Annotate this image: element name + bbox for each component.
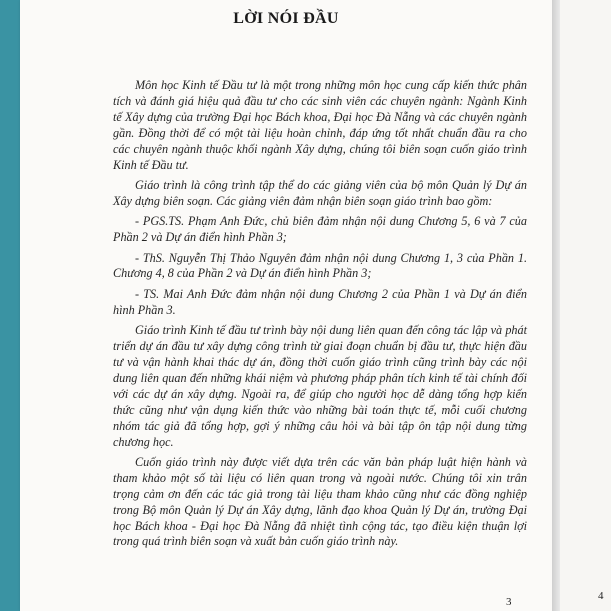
next-page-number: 4 [598,590,604,602]
page-number: 3 [506,596,512,608]
paragraph-content: Giáo trình Kinh tế đầu tư trình bày nội dung liên quan đến công tác lập và phát triển dự án đầu tư xây dựng công trình từ giai đoạn chuẩn bị đầu tư, thực hiện đầu tư và vận hành khai thác dự án, đồng thời cuốn giáo trình cũng trình bày các nội dung liên quan đến những khái niệm và phương pháp phân tích kinh tế tài chính đối với các dự án xây dựng. Ngoài ra, để giúp cho người học dễ dàng tổng hợp kiến thức cũng như vận dụng kiến thức vào những bài toán thực tế, mỗi cuối chương nhóm tác giả đã tổng hợp, gợi ý những câu hỏi và bài tập ôn tập nội dung từng chương học. [113,323,527,449]
book-cover-edge [0,0,20,611]
body-text [113,78,527,555]
book-spine [552,0,560,611]
book-page [20,0,552,611]
page-title: LỜI NÓI ĐẦU [233,10,339,27]
author-item-2: - ThS. Nguyễn Thị Thảo Nguyên đảm nhận nội dung Chương 1, 3 của Phần 1. Chương 4, 8 của Phần 2 và Dự án điển hình Phần 3; [113,250,527,281]
next-page-edge [560,0,611,611]
paragraph-intro: Môn học Kinh tế Đầu tư là một trong những môn học cung cấp kiến thức phân tích và đánh giá hiệu quả đầu tư cho các sinh viên các chuyên ngành: Ngành Kinh tế Xây dựng của trường Đại học Bách khoa, Đại học Đà Nẵng và các chuyên ngành gần. Đồng thời để có một tài liệu hoàn chỉnh, đáp ứng tốt nhất chuẩn đầu ra cho các chuyên ngành thuộc khối ngành Xây dựng, chúng tôi biên soạn cuốn giáo trình Kinh tế Đầu tư. [113,78,527,172]
paragraph-acknowledgement: Cuốn giáo trình này được viết dựa trên các văn bản pháp luật hiện hành và tham khảo một số tài liệu có liên quan trong và ngoài nước. Chúng tôi xin trân trọng cảm ơn đến các tác giả trong tài liệu tham khảo cũng như các đồng nghiệp trong Bộ môn Quản lý Dự án Xây dựng, lãnh đạo khoa Quản lý Dự án, trường Đại học Bách khoa - Đại học Đà Nẵng đã nhiệt tình cộng tác, tạo điều kiện thuận lợi trong quá trình biên soạn và xuất bản cuốn giáo trình này. [113,454,527,549]
paragraph-authors-intro: Giáo trình là công trình tập thể do các giảng viên của bộ môn Quản lý Dự án Xây dựng biên soạn. Các giảng viên đảm nhận biên soạn giáo trình bao gồm: [113,177,527,208]
author-item-3: - TS. Mai Anh Đức đảm nhận nội dung Chương 2 của Phần 1 và Dự án điển hình Phần 3. [113,286,527,317]
author-item-1: - PGS.TS. Phạm Anh Đức, chủ biên đảm nhận nội dung Chương 5, 6 và 7 của Phần 2 và Dự án điển hình Phần 3; [113,214,527,245]
